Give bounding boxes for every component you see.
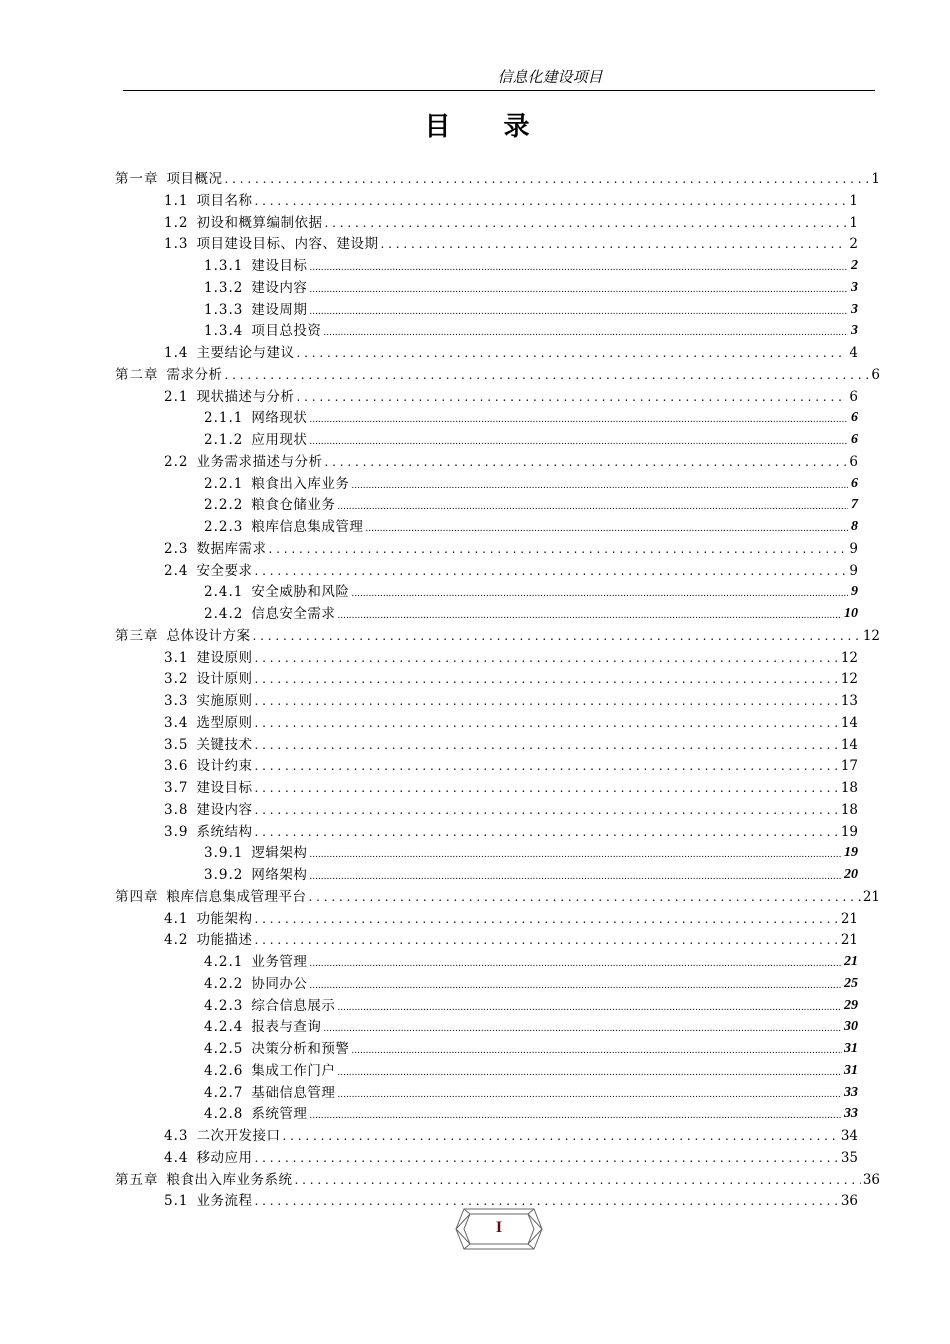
toc-entry-number: 1.3.2 [204, 279, 244, 296]
toc-entry[interactable] [164, 384, 858, 405]
toc-entry-label: 移动应用 [196, 1149, 253, 1166]
toc-entry[interactable] [204, 1101, 858, 1122]
toc-entry-number: 1.4 [164, 345, 189, 361]
toc-entry-page: 1 [849, 192, 858, 209]
toc-leader-dots [254, 911, 838, 927]
toc-entry[interactable] [115, 362, 880, 383]
toc-entry-page: 1 [871, 171, 880, 187]
toc-entry[interactable] [164, 558, 858, 579]
toc-entry-page: 8 [851, 519, 858, 534]
toc-entry-page: 31 [844, 1041, 858, 1056]
toc-entry-number: 4.2.5 [204, 1041, 244, 1057]
toc-entry-page: 18 [840, 801, 858, 818]
toc-leader-dots [254, 715, 838, 731]
toc-entry-number: 2.4 [164, 562, 189, 579]
toc-entry-label: 项目建设目标、内容、建设期 [196, 236, 379, 253]
toc-entry-number: 2.1 [164, 388, 189, 405]
toc-leader-dots [323, 323, 848, 339]
toc-entry[interactable] [164, 188, 858, 209]
toc-leader-dots [337, 497, 848, 513]
toc-entry-page: 4 [849, 345, 858, 361]
toc-entry-label: 需求分析 [166, 366, 223, 383]
toc-entry-page: 36 [840, 1193, 858, 1210]
toc-leader-dots [309, 889, 861, 905]
toc-entry-number: 5.1 [164, 1193, 189, 1210]
toc-entry-page: 3 [851, 279, 858, 295]
toc-entry-number: 2.4.2 [204, 606, 244, 622]
toc-entry[interactable] [115, 884, 880, 905]
toc-entry-number: 4.2.2 [204, 975, 244, 992]
toc-entry-page: 3 [851, 323, 858, 339]
toc-entry[interactable] [204, 318, 858, 339]
toc-entry-page: 12 [840, 649, 858, 666]
toc-entry-label: 二次开发接口 [196, 1128, 281, 1144]
toc-entry-page: 29 [844, 997, 858, 1013]
toc-entry-page: 14 [840, 736, 858, 753]
toc-entry-number: 第一章 [115, 171, 159, 187]
toc-entry-label: 建设内容 [196, 801, 253, 818]
toc-entry-page: 9 [851, 584, 858, 600]
toc-entry-page: 33 [844, 1084, 858, 1100]
toc-leader-dots [309, 845, 842, 861]
toc-entry-page: 7 [851, 497, 858, 513]
toc-leader-dots [309, 410, 848, 426]
toc-entry-label: 协同办公 [251, 975, 308, 992]
toc-entry-number: 1.3 [164, 236, 189, 253]
toc-entry-page: 21 [840, 932, 858, 949]
toc-entry-number: 4.4 [164, 1149, 189, 1166]
toc-entry-label: 粮库信息集成管理 [251, 519, 364, 535]
toc-entry-label: 基础信息管理 [251, 1084, 336, 1101]
toc-entry-label: 项目名称 [196, 192, 253, 209]
toc-entry-page: 30 [844, 1019, 858, 1035]
toc-entry-label: 建设目标 [196, 780, 253, 796]
toc-entry-label: 综合信息展示 [251, 997, 336, 1014]
toc-leader-dots [309, 954, 842, 970]
toc-entry-page: 6 [851, 432, 858, 447]
toc-leader-dots [254, 737, 838, 753]
toc-entry-number: 2.2.2 [204, 497, 244, 514]
toc-entry[interactable] [204, 471, 858, 492]
toc-entry[interactable] [164, 710, 858, 731]
toc-entry[interactable] [164, 1145, 858, 1166]
toc-entry-label: 粮库信息集成管理平台 [166, 888, 307, 905]
toc-entry-page: 6 [851, 475, 858, 491]
toc-title: 目 录 [424, 112, 552, 142]
toc-entry-number: 3.2 [164, 671, 189, 688]
toc-entry-page: 18 [840, 780, 858, 796]
toc-leader-dots [337, 606, 842, 622]
toc-entry-number: 2.2 [164, 453, 189, 470]
toc-entry-label: 安全威胁和风险 [251, 584, 350, 601]
toc-entry-number: 3.6 [164, 758, 189, 775]
toc-entry-number: 3.8 [164, 801, 189, 818]
toc-entry[interactable] [204, 840, 858, 861]
toc-entry-page: 6 [849, 453, 858, 470]
header-rule [123, 90, 875, 91]
toc-entry-label: 设计约束 [196, 758, 253, 775]
toc-entry-number: 1.3.3 [204, 301, 244, 318]
toc-entry[interactable] [164, 231, 858, 252]
toc-leader-dots [296, 345, 847, 361]
toc-entry-number: 2.1.1 [204, 410, 244, 427]
toc-entry-number: 2.3 [164, 540, 189, 557]
toc-entry[interactable] [204, 971, 858, 992]
toc-entry-number: 2.4.1 [204, 584, 244, 601]
toc-entry[interactable] [164, 819, 858, 840]
toc-leader-dots [337, 1063, 842, 1079]
toc-leader-dots [351, 584, 848, 600]
toc-leader-dots [254, 693, 838, 709]
toc-entry-page: 9 [849, 540, 858, 557]
toc-entry-label: 粮食仓储业务 [251, 497, 336, 514]
toc-entry-page: 10 [844, 606, 858, 621]
toc-entry[interactable] [204, 1036, 858, 1057]
toc-entry-page: 2 [849, 236, 858, 253]
toc-entry-page: 6 [871, 366, 880, 383]
toc-entry-number: 3.9.1 [204, 845, 244, 862]
toc-entry-number: 1.3.1 [204, 258, 244, 274]
toc-entry-label: 设计原则 [196, 671, 253, 688]
toc-entry[interactable] [164, 645, 858, 666]
toc-entry-number: 4.2.1 [204, 954, 244, 970]
toc-entry-page: 19 [844, 845, 858, 861]
toc-leader-dots [309, 976, 842, 992]
toc-leader-dots [254, 1150, 838, 1166]
toc-entry-page: 34 [840, 1128, 858, 1144]
toc-entry-page: 2 [851, 258, 858, 273]
toc-entry-label: 关键技术 [196, 736, 253, 753]
toc-leader-dots [254, 1193, 838, 1209]
toc-entry-number: 4.2.3 [204, 997, 244, 1014]
toc-entry[interactable] [204, 1080, 858, 1101]
toc-entry-label: 总体设计方案 [166, 627, 251, 644]
toc-entry-page: 12 [840, 671, 858, 688]
toc-entry-label: 实施原则 [196, 693, 253, 709]
toc-entry[interactable] [204, 1058, 858, 1079]
toc-entry-page: 1 [849, 214, 858, 231]
toc-entry-number: 2.2.3 [204, 519, 244, 535]
toc-leader-dots [380, 236, 847, 252]
toc-entry-number: 4.1 [164, 910, 189, 927]
toc-entry-page: 19 [840, 823, 858, 840]
toc-entry-label: 建设目标 [251, 258, 308, 274]
toc-entry-number: 4.2.8 [204, 1106, 244, 1123]
toc-entry[interactable] [164, 1123, 858, 1144]
toc-leader-dots [254, 824, 838, 840]
toc-entry-page: 36 [862, 1171, 880, 1188]
toc-entry[interactable] [164, 536, 858, 557]
toc-leader-dots [309, 867, 842, 883]
toc-entry[interactable] [204, 579, 858, 600]
toc-entry[interactable] [204, 405, 858, 426]
toc-entry-label: 功能描述 [196, 932, 253, 949]
toc-entry-page: 17 [840, 758, 858, 775]
toc-leader-dots [323, 1019, 842, 1035]
toc-entry-page: 6 [849, 388, 858, 405]
toc-entry-page: 12 [862, 627, 880, 644]
toc-entry-number: 1.2 [164, 214, 189, 231]
toc-entry-label: 网络架构 [251, 867, 308, 883]
toc-entry-label: 建设内容 [251, 279, 308, 296]
toc-entry-label: 现状描述与分析 [196, 388, 295, 405]
toc-entry-page: 13 [840, 693, 858, 709]
toc-entry-label: 信息安全需求 [251, 606, 336, 622]
toc-leader-dots [254, 802, 838, 818]
toc-entry[interactable] [204, 1014, 858, 1035]
toc-entry[interactable] [204, 949, 858, 970]
toc-entry[interactable] [204, 514, 858, 535]
toc-entry-label: 初设和概算编制依据 [196, 214, 323, 231]
toc-entry-label: 集成工作门户 [251, 1062, 336, 1079]
toc-entry-page: 25 [844, 975, 858, 991]
toc-leader-dots [337, 1085, 842, 1101]
toc-leader-dots [254, 650, 838, 666]
toc-entry-page: 35 [840, 1149, 858, 1166]
toc-entry-page: 21 [840, 910, 858, 927]
toc-leader-dots [254, 671, 838, 687]
toc-entry[interactable] [115, 166, 880, 187]
toc-entry[interactable] [204, 253, 858, 274]
toc-entry[interactable] [164, 775, 858, 796]
toc-entry[interactable] [204, 275, 858, 296]
toc-leader-dots [309, 302, 848, 318]
toc-entry-page: 3 [851, 301, 858, 317]
toc-entry[interactable] [164, 340, 858, 361]
toc-entry-number: 4.3 [164, 1128, 189, 1144]
toc-entry-number: 3.1 [164, 649, 189, 666]
toc-entry-page: 21 [844, 954, 858, 969]
toc-entry-number: 1.1 [164, 192, 189, 209]
toc-entry-number: 4.2.7 [204, 1084, 244, 1101]
toc-entry-label: 粮食出入库业务系统 [166, 1171, 293, 1188]
toc-entry-label: 安全要求 [196, 562, 253, 579]
toc-leader-dots [309, 280, 848, 296]
toc-entry-page: 9 [849, 562, 858, 579]
toc-entry[interactable] [204, 862, 858, 883]
toc-entry-page: 33 [844, 1106, 858, 1122]
toc-entry-number: 4.2.6 [204, 1062, 244, 1079]
toc-entry-label: 应用现状 [251, 432, 308, 448]
page-number: I [495, 1219, 503, 1236]
toc-leader-dots [225, 171, 870, 187]
toc-entry-number: 3.9 [164, 823, 189, 840]
toc-entry-label: 项目总投资 [251, 323, 322, 340]
toc-entry[interactable] [115, 1167, 880, 1188]
toc-entry[interactable] [204, 427, 858, 448]
toc-entry[interactable] [115, 623, 880, 644]
toc-entry-label: 业务需求描述与分析 [196, 453, 323, 470]
toc-leader-dots [309, 432, 848, 448]
toc-leader-dots [324, 454, 847, 470]
toc-leader-dots [295, 1172, 861, 1188]
toc-entry[interactable] [164, 732, 858, 753]
toc-leader-dots [337, 998, 842, 1014]
toc-leader-dots [351, 1041, 842, 1057]
toc-entry-number: 第三章 [115, 627, 159, 644]
toc-leader-dots [225, 367, 870, 383]
toc-entry-label: 业务管理 [251, 954, 308, 970]
toc-leader-dots [254, 758, 838, 774]
toc-leader-dots [365, 519, 848, 535]
toc-entry-label: 逻辑架构 [251, 845, 308, 862]
toc-entry[interactable] [204, 601, 858, 622]
toc-entry[interactable] [164, 797, 858, 818]
toc-entry-number: 第五章 [115, 1171, 159, 1188]
toc-entry[interactable] [164, 927, 858, 948]
toc-entry[interactable] [204, 492, 858, 513]
toc-entry[interactable] [164, 210, 858, 231]
toc-entry-number: 2.1.2 [204, 432, 244, 448]
toc-entry[interactable] [164, 666, 858, 687]
toc-leader-dots [254, 932, 838, 948]
toc-entry-number: 4.2.4 [204, 1019, 244, 1036]
toc-entry-page: 6 [851, 410, 858, 426]
toc-entry-label: 系统结构 [196, 823, 253, 840]
running-header-title: 信息化建设项目 [497, 68, 603, 86]
toc-entry-label: 主要结论与建议 [196, 345, 295, 361]
toc-entry-number: 3.9.2 [204, 867, 244, 883]
toc-entry-label: 建设原则 [196, 649, 253, 666]
toc-entry-label: 建设周期 [251, 301, 308, 318]
toc-entry-label: 报表与查询 [251, 1019, 322, 1036]
toc-entry-label: 选型原则 [196, 714, 253, 731]
toc-entry-number: 2.2.1 [204, 475, 244, 492]
toc-entry-number: 3.4 [164, 714, 189, 731]
toc-entry-number: 4.2 [164, 932, 189, 949]
toc-entry-label: 业务流程 [196, 1193, 253, 1210]
toc-leader-dots [296, 389, 847, 405]
toc-entry-label: 数据库需求 [196, 540, 267, 557]
toc-entry-label: 粮食出入库业务 [251, 475, 350, 492]
toc-entry-label: 网络现状 [251, 410, 308, 427]
toc-leader-dots [309, 258, 848, 274]
toc-entry-label: 决策分析和预警 [251, 1041, 350, 1057]
toc-entry[interactable] [204, 297, 858, 318]
toc-entry-number: 3.7 [164, 780, 189, 796]
toc-entry-page: 20 [844, 867, 858, 882]
toc-entry[interactable] [164, 449, 858, 470]
toc-entry-number: 3.3 [164, 693, 189, 709]
toc-leader-dots [253, 628, 861, 644]
toc-entry[interactable] [164, 906, 858, 927]
toc-leader-dots [309, 1106, 842, 1122]
toc-entry-number: 第二章 [115, 366, 159, 383]
toc-leader-dots [268, 541, 847, 557]
toc-leader-dots [254, 193, 847, 209]
toc-entry-label: 功能架构 [196, 910, 253, 927]
toc-entry-label: 项目概况 [166, 171, 223, 187]
toc-leader-dots [254, 780, 838, 796]
toc-entry-number: 第四章 [115, 888, 159, 905]
toc-entry[interactable] [164, 753, 858, 774]
toc-entry-page: 21 [862, 888, 880, 905]
toc-leader-dots [282, 1128, 838, 1144]
toc-entry-number: 3.5 [164, 736, 189, 753]
toc-leader-dots [324, 215, 847, 231]
toc-entry-page: 14 [840, 714, 858, 731]
toc-entry[interactable] [164, 688, 858, 709]
toc-leader-dots [351, 476, 848, 492]
toc-entry-number: 1.3.4 [204, 323, 244, 340]
toc-entry[interactable] [204, 993, 858, 1014]
toc-entry-label: 系统管理 [251, 1106, 308, 1123]
toc-leader-dots [254, 563, 847, 579]
toc-entry-page: 31 [844, 1062, 858, 1078]
